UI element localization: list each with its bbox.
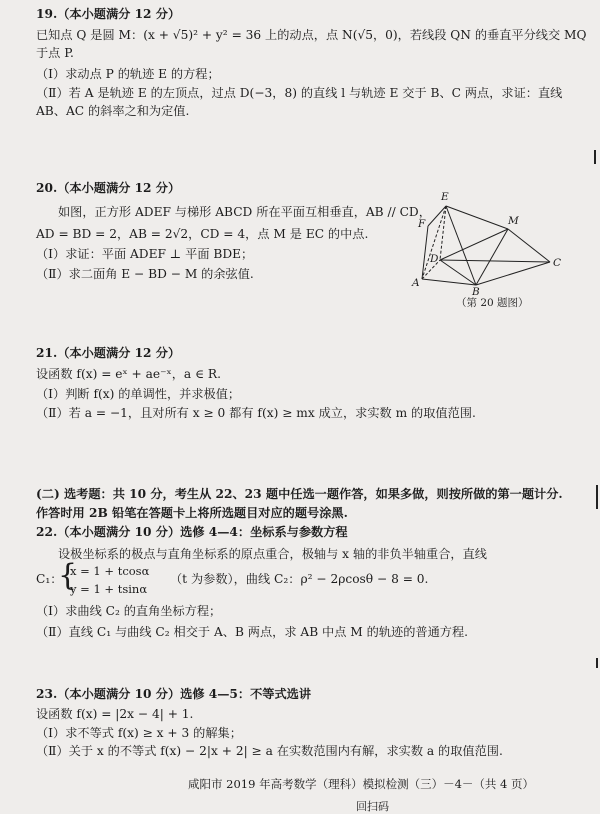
q21-part1: （Ⅰ）判断 f(x) 的单调性，并求极值； bbox=[36, 387, 241, 401]
q22-line1: 设极坐标系的极点与直角坐标系的原点重合，极轴与 x 轴的非负半轴重合，直线 bbox=[58, 547, 487, 561]
q23-header: 23.（本小题满分 10 分）选修 4—5：不等式选讲 bbox=[36, 687, 312, 701]
q20-part1: （Ⅰ）求证：平面 ADEF ⊥ 平面 BDE； bbox=[36, 247, 254, 261]
q22-c1-eq2: y = 1 + tsinα bbox=[70, 582, 148, 596]
q22-part2: （Ⅱ）直线 C₁ 与曲线 C₂ 相交于 A、B 两点，求 AB 中点 M 的轨迹的普通方程. bbox=[36, 625, 469, 639]
edge-FE bbox=[428, 206, 446, 226]
page-edge-mark bbox=[596, 485, 598, 509]
q23-line1: 设函数 f(x) = |2x − 4| + 1. bbox=[36, 707, 194, 721]
label-M: M bbox=[508, 215, 519, 227]
page-edge-mark bbox=[596, 658, 598, 668]
q22-c1-eq1: x = 1 + tcosα bbox=[70, 564, 150, 578]
q21-header: 21.（本小题满分 12 分） bbox=[36, 346, 181, 360]
q19-line2: 于点 P. bbox=[36, 46, 74, 60]
q23-part2: （Ⅱ）关于 x 的不等式 f(x) − 2|x + 2| ≥ a 在实数范围内有解，求实数 a 的取值范围. bbox=[36, 744, 503, 758]
q19-part2a: （Ⅱ）若 A 是轨迹 E 的左顶点，过点 D(−3，8) 的直线 l 与轨迹 E 交于 B、C 两点，求证：直线 bbox=[36, 86, 563, 100]
label-D: D bbox=[430, 253, 439, 265]
q22-c1-label: C₁： bbox=[36, 572, 63, 586]
q20-header: 20.（本小题满分 12 分） bbox=[36, 181, 181, 195]
elective-line1: (二) 选考题：共 10 分，考生从 22、23 题中任选一题作答，如果多做，则按所做的第一题计分. bbox=[36, 487, 563, 501]
elective-line2: 作答时用 2B 铅笔在答题卡上将所选题目对应的题号涂黑. bbox=[36, 506, 348, 520]
q19-part1: （Ⅰ）求动点 P 的轨迹 E 的方程； bbox=[36, 67, 220, 81]
q20-part2: （Ⅱ）求二面角 E − BD − M 的余弦值. bbox=[36, 267, 254, 281]
q19-header: 19.（本小题满分 12 分） bbox=[36, 7, 181, 21]
system-brace: { bbox=[58, 558, 78, 593]
q23-part1: （Ⅰ）求不等式 f(x) ≥ x + 3 的解集； bbox=[36, 726, 242, 740]
edge-DC bbox=[440, 260, 550, 262]
edge-ED bbox=[440, 206, 446, 260]
q21-line1: 设函数 f(x) = eˣ + ae⁻ˣ，a ∈ R. bbox=[36, 367, 221, 381]
geometry-figure bbox=[408, 192, 578, 318]
q20-line2: AD = BD = 2，AB = 2√2，CD = 4，点 M 是 EC 的中点. bbox=[36, 227, 369, 241]
q22-part1: （Ⅰ）求曲线 C₂ 的直角坐标方程； bbox=[36, 604, 222, 618]
q19-line1: 已知点 Q 是圆 M：(x + √5)² + y² = 36 上的动点，点 N(√5，0)，若线段 QN 的垂直平分线交 MQ bbox=[36, 28, 587, 42]
q22-c1-tail: （t 为参数），曲线 C₂：ρ² − 2ρcosθ − 8 = 0. bbox=[170, 572, 429, 586]
page-footer: 咸阳市 2019 年高考数学（理科）模拟检测（三）－4－（共 4 页） bbox=[188, 777, 535, 791]
label-B: B bbox=[472, 286, 480, 298]
edge-FA bbox=[422, 226, 428, 279]
label-C: C bbox=[553, 257, 562, 269]
q21-part2: （Ⅱ）若 a = −1，且对所有 x ≥ 0 都有 f(x) ≥ mx 成立，求实数 m 的取值范围. bbox=[36, 406, 476, 420]
figure-caption: （第 20 题图） bbox=[456, 297, 529, 309]
q20-line1: 如图，正方形 ADEF 与梯形 ABCD 所在平面互相垂直，AB // CD， bbox=[58, 205, 431, 219]
label-A: A bbox=[412, 277, 420, 289]
label-E: E bbox=[441, 191, 449, 203]
scan-stamp: 回扫码 bbox=[356, 800, 389, 813]
edge-MC bbox=[508, 229, 550, 262]
q22-header: 22.（本小题满分 10 分）选修 4—4：坐标系与参数方程 bbox=[36, 525, 348, 539]
edge-DM bbox=[440, 229, 508, 260]
edge-EM bbox=[446, 206, 508, 229]
q19-part2b: AB、AC 的斜率之和为定值. bbox=[36, 104, 190, 118]
label-F: F bbox=[418, 218, 426, 230]
page-edge-mark bbox=[594, 150, 596, 164]
